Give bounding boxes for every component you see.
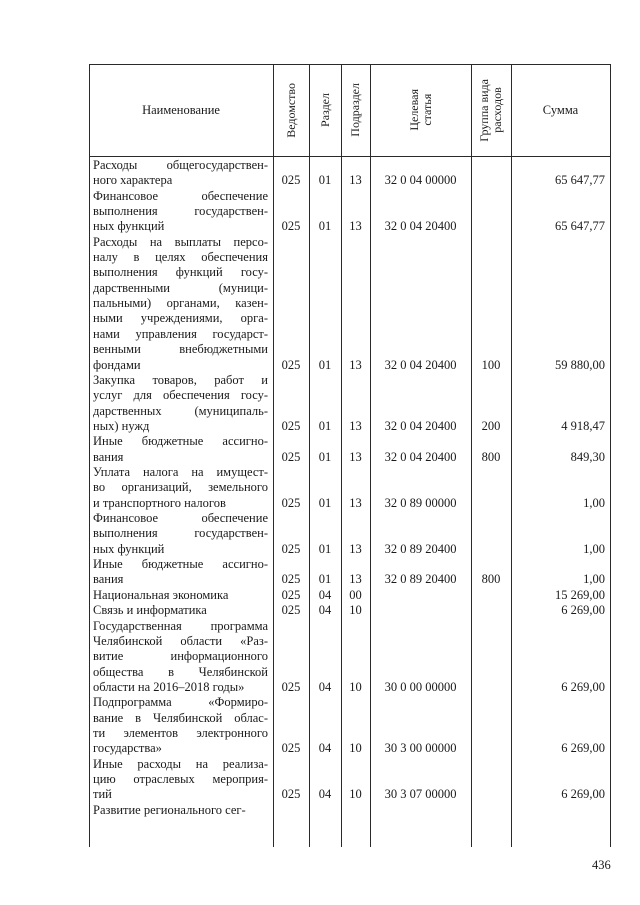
row-name-line: выполнения государствен- xyxy=(93,204,268,219)
budget-table xyxy=(89,64,611,847)
header-celevaya-cell xyxy=(370,64,471,156)
table-border-right xyxy=(610,64,611,847)
cell-vedomstvo: 025 xyxy=(281,572,301,587)
cell-vedomstvo: 025 xyxy=(281,679,301,694)
cell-celevaya-statya: 30 0 00 00000 xyxy=(384,679,457,694)
header-celevaya-line1: Целевая xyxy=(406,89,421,131)
cell-celevaya-statya: 32 0 04 20400 xyxy=(384,449,457,464)
row-name xyxy=(93,695,268,756)
cell-gruppa-vida: 800 xyxy=(481,572,501,587)
cell-gruppa-vida xyxy=(471,680,511,695)
row-name xyxy=(93,465,268,511)
row-name-line: тий xyxy=(93,787,112,802)
cell-vedomstvo: 025 xyxy=(281,418,301,433)
cell-gruppa-vida: 100 xyxy=(481,357,501,372)
cell-celevaya-statya: 32 0 04 20400 xyxy=(384,219,457,234)
cell-gruppa-vida xyxy=(471,173,511,188)
cell-gruppa-vida: 800 xyxy=(481,449,501,464)
row-name-line: Финансовое обеспечение xyxy=(93,188,268,203)
cell-razdel: 01 xyxy=(318,572,332,587)
page-number: 436 xyxy=(592,858,611,872)
row-name-line: Иные бюджетные ассигно- xyxy=(93,434,268,449)
cell-razdel: 01 xyxy=(318,541,332,556)
cell-gruppa-vida: 200 xyxy=(481,418,501,433)
cell-razdel xyxy=(309,803,341,818)
cell-razdel: 01 xyxy=(318,357,332,372)
row-name-line: выполнения функций госу- xyxy=(93,265,268,280)
row-name-line: ных) нужд xyxy=(93,418,150,433)
cell-gruppa-vida xyxy=(471,219,511,234)
cell-razdel: 04 xyxy=(318,679,332,694)
row-name xyxy=(93,158,268,189)
row-name xyxy=(93,803,268,818)
row-name xyxy=(93,588,268,603)
row-name xyxy=(93,557,268,588)
header-razdel-cell xyxy=(309,64,341,156)
header-podrazdel-cell xyxy=(341,64,370,156)
row-name-line: государства» xyxy=(93,741,162,756)
cell-celevaya-statya: 32 0 04 20400 xyxy=(384,357,457,372)
cell-celevaya-statya: 32 0 04 20400 xyxy=(384,418,457,433)
row-name-line: вания xyxy=(93,449,124,464)
cell-celevaya-statya: 30 3 00 00000 xyxy=(384,741,457,756)
row-name-line: услуг для обеспечения госу- xyxy=(93,388,268,403)
cell-podrazdel: 13 xyxy=(349,219,362,234)
cell-vedomstvo: 025 xyxy=(281,541,301,556)
header-gruppa-line2: расходов xyxy=(490,87,504,133)
row-name-line: Челябинской области «Раз- xyxy=(93,633,268,648)
row-name-line: ного характера xyxy=(93,173,173,188)
row-name xyxy=(93,619,268,696)
cell-vedomstvo: 025 xyxy=(281,603,301,618)
row-name-line: венными внебюджетными xyxy=(93,342,268,357)
header-summa-cell xyxy=(511,64,610,156)
cell-podrazdel: 13 xyxy=(349,357,362,372)
header-gruppa xyxy=(478,79,504,142)
row-name-line: Закупка товаров, работ и xyxy=(93,372,268,387)
row-name-line: нами управления государст- xyxy=(93,326,268,341)
header-name: Наименование xyxy=(142,102,220,117)
row-name-line: Государственная программа xyxy=(93,618,268,633)
cell-celevaya-statya xyxy=(370,603,471,618)
row-name-line: Расходы на выплаты персо- xyxy=(93,234,268,249)
cell-podrazdel: 10 xyxy=(349,787,362,802)
row-name-line: вание в Челябинской облас- xyxy=(93,710,268,725)
cell-vedomstvo: 025 xyxy=(281,587,301,602)
cell-summa: 15 269,00 xyxy=(555,587,605,602)
row-name-line: Иные расходы на реализа- xyxy=(93,756,268,771)
header-celevaya-line2: статья xyxy=(419,94,434,126)
cell-gruppa-vida xyxy=(471,741,511,756)
cell-podrazdel: 13 xyxy=(349,418,362,433)
cell-razdel: 04 xyxy=(318,741,332,756)
row-name xyxy=(93,189,268,235)
row-name-line: ных функций xyxy=(93,219,165,234)
row-name xyxy=(93,373,268,434)
cell-vedomstvo: 025 xyxy=(281,219,301,234)
cell-razdel: 01 xyxy=(318,173,332,188)
cell-vedomstvo: 025 xyxy=(281,449,301,464)
header-vedomstvo: Ведомство xyxy=(283,82,298,138)
cell-summa: 6 269,00 xyxy=(561,787,605,802)
row-name xyxy=(93,511,268,557)
row-name-line: ными учреждениями, орга- xyxy=(93,311,268,326)
cell-vedomstvo xyxy=(273,803,309,818)
cell-summa: 1,00 xyxy=(583,495,605,510)
cell-razdel: 01 xyxy=(318,219,332,234)
cell-razdel: 01 xyxy=(318,418,332,433)
row-name xyxy=(93,235,268,373)
header-gruppa-line1: Группа вида xyxy=(477,78,491,142)
row-name-line: дарственных (муниципаль- xyxy=(93,403,268,418)
cell-gruppa-vida xyxy=(471,496,511,511)
cell-gruppa-vida xyxy=(471,588,511,603)
cell-summa: 4 918,47 xyxy=(561,418,605,433)
cell-celevaya-statya: 32 0 04 00000 xyxy=(384,173,457,188)
cell-summa xyxy=(511,803,605,818)
row-name-line: пальными) органами, казен- xyxy=(93,296,268,311)
header-razdel: Раздел xyxy=(317,93,332,127)
cell-celevaya-statya: 32 0 89 20400 xyxy=(384,541,457,556)
cell-vedomstvo: 025 xyxy=(281,173,301,188)
header-podrazdel: Подраздел xyxy=(348,83,362,137)
cell-podrazdel: 13 xyxy=(349,541,362,556)
table-border-left xyxy=(89,64,90,847)
header-name-cell xyxy=(89,64,273,156)
cell-summa: 6 269,00 xyxy=(561,603,605,618)
cell-gruppa-vida xyxy=(471,603,511,618)
row-name-line: фондами xyxy=(93,357,141,372)
row-name-line: цию отраслевых мероприя- xyxy=(93,771,268,786)
cell-summa: 1,00 xyxy=(583,572,605,587)
cell-podrazdel: 13 xyxy=(349,495,362,510)
cell-podrazdel: 10 xyxy=(349,603,362,618)
row-name-line: ти элементов электронного xyxy=(93,725,268,740)
row-name-line: витие информационного xyxy=(93,649,268,664)
cell-celevaya-statya xyxy=(370,588,471,603)
row-name-line: Подпрограмма «Формиро- xyxy=(93,695,268,710)
header-gruppa-cell xyxy=(471,64,511,156)
cell-podrazdel xyxy=(341,803,370,818)
cell-celevaya-statya xyxy=(370,803,471,818)
cell-celevaya-statya: 32 0 89 00000 xyxy=(384,495,457,510)
cell-summa: 1,00 xyxy=(583,541,605,556)
cell-celevaya-statya: 30 3 07 00000 xyxy=(384,787,457,802)
cell-razdel: 04 xyxy=(318,587,332,602)
row-name-line: вания xyxy=(93,572,124,587)
cell-vedomstvo: 025 xyxy=(281,495,301,510)
row-name-line: ных функций xyxy=(93,541,165,556)
cell-razdel: 01 xyxy=(318,449,332,464)
cell-summa: 65 647,77 xyxy=(555,173,605,188)
cell-podrazdel: 10 xyxy=(349,741,362,756)
cell-podrazdel: 00 xyxy=(349,587,362,602)
row-name-line: Связь и информатика xyxy=(93,603,207,618)
row-name xyxy=(93,757,268,803)
row-name xyxy=(93,603,268,618)
cell-vedomstvo: 025 xyxy=(281,741,301,756)
cell-vedomstvo: 025 xyxy=(281,357,301,372)
cell-summa: 59 880,00 xyxy=(555,357,605,372)
cell-summa: 6 269,00 xyxy=(561,679,605,694)
cell-summa: 65 647,77 xyxy=(555,219,605,234)
header-divider xyxy=(89,156,611,157)
row-name-line: Финансовое обеспечение xyxy=(93,511,268,526)
cell-vedomstvo: 025 xyxy=(281,787,301,802)
row-name-line: Расходы общегосударствен- xyxy=(93,158,268,172)
cell-razdel: 04 xyxy=(318,787,332,802)
cell-celevaya-statya: 32 0 89 20400 xyxy=(384,572,457,587)
header-vedomstvo-cell xyxy=(273,64,309,156)
cell-podrazdel: 10 xyxy=(349,679,362,694)
cell-summa: 6 269,00 xyxy=(561,741,605,756)
row-name-line: и транспортного налогов xyxy=(93,495,226,510)
cell-podrazdel: 13 xyxy=(349,449,362,464)
row-name-line: во организаций, земельного xyxy=(93,480,268,495)
cell-podrazdel: 13 xyxy=(349,572,362,587)
cell-summa: 849,30 xyxy=(570,449,605,464)
row-name-line: общества в Челябинской xyxy=(93,664,268,679)
row-name-line: Развитие регионального сег- xyxy=(93,802,246,817)
row-name-line: области на 2016–2018 годы» xyxy=(93,679,245,694)
row-name-line: Иные бюджетные ассигно- xyxy=(93,557,268,572)
cell-gruppa-vida xyxy=(471,542,511,557)
row-name-line: Уплата налога на имущест- xyxy=(93,465,268,479)
row-name-line: налу в целях обеспечения xyxy=(93,250,268,265)
row-name xyxy=(93,434,268,465)
cell-gruppa-vida xyxy=(471,803,511,818)
row-name-line: дарственными (муници- xyxy=(93,280,268,295)
row-name-line: выполнения государствен- xyxy=(93,526,268,541)
row-name-line: Национальная экономика xyxy=(93,587,229,602)
cell-podrazdel: 13 xyxy=(349,173,362,188)
header-celevaya xyxy=(408,89,434,131)
cell-gruppa-vida xyxy=(471,787,511,802)
cell-razdel: 01 xyxy=(318,495,332,510)
cell-razdel: 04 xyxy=(318,603,332,618)
header-summa: Сумма xyxy=(542,102,579,117)
